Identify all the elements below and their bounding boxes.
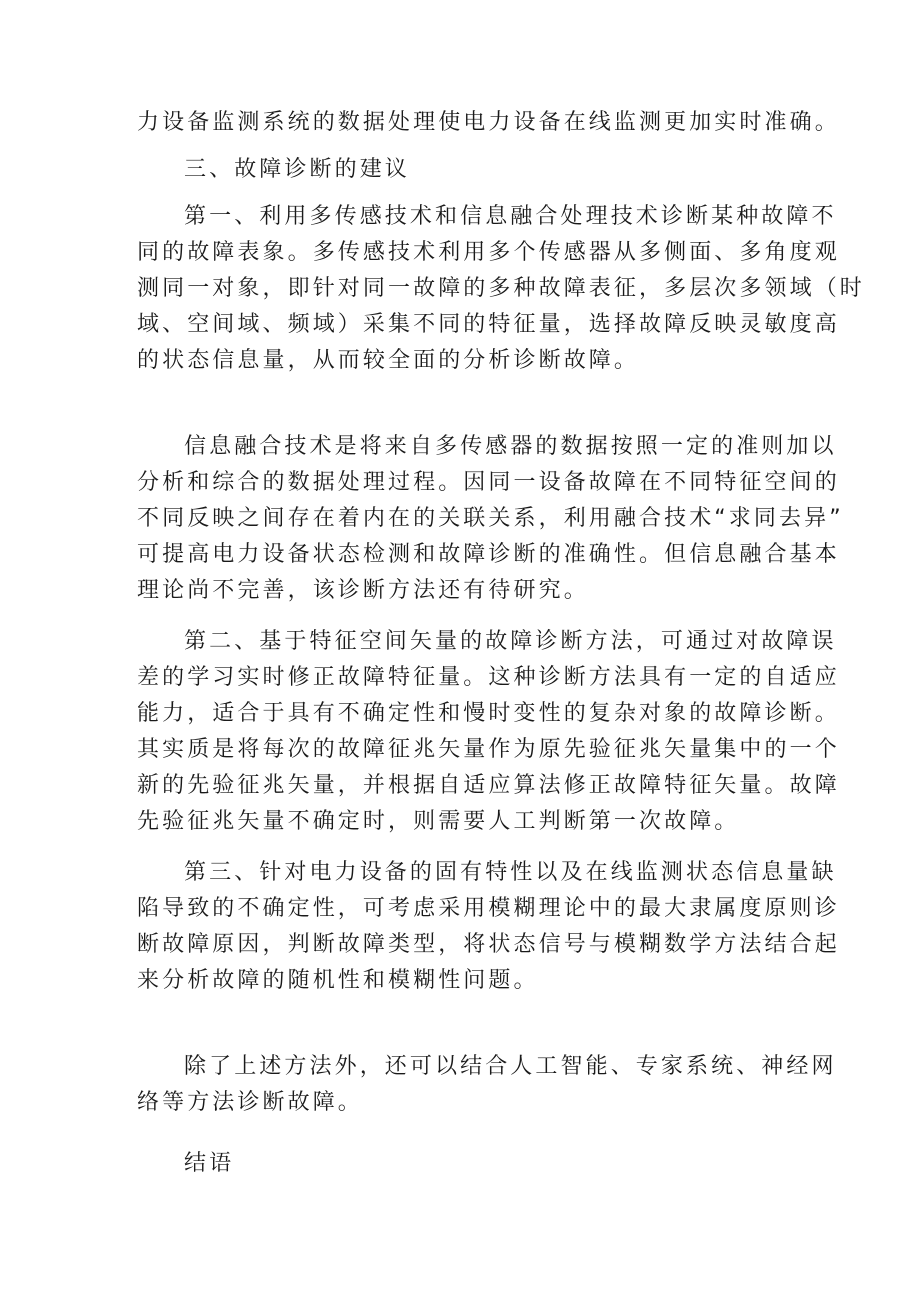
text-line: 陷导致的不确定性，可考虑采用模糊理论中的最大隶属度原则诊 [137, 896, 840, 921]
text-line: 同的故障表象。多传感技术利用多个传感器从多侧面、多角度观 [137, 240, 840, 265]
paragraph-3 [137, 624, 840, 840]
text-line: 第三、针对电力设备的固有特性以及在线监测状态信息量缺 [184, 860, 837, 885]
text-line: 不同反映之间存在着内在的关联关系，利用融合技术“求同去异” [137, 506, 844, 531]
text-line: 第二、基于特征空间矢量的故障诊断方法，可通过对故障误 [184, 629, 837, 654]
section-title: 结语 [184, 1151, 235, 1176]
text-line: 域、空间域、频域）采集不同的特征量，选择故障反映灵敏度高 [137, 312, 840, 337]
paragraph-1 [137, 199, 865, 379]
text-line: 来分析故障的随机性和模糊性问题。 [137, 968, 539, 993]
text-line: 断故障原因，判断故障类型，将状态信号与模糊数学方法结合起 [137, 932, 840, 957]
text-line: 可提高电力设备状态检测和故障诊断的准确性。但信息融合基本 [137, 542, 840, 567]
text-line: 信息融合技术是将来自多传感器的数据按照一定的准则加以 [184, 434, 837, 459]
paragraph-5 [137, 1049, 837, 1121]
text-line: 其实质是将每次的故障征兆矢量作为原先验征兆矢量集中的一个 [137, 737, 840, 762]
text-line: 除了上述方法外，还可以结合人工智能、专家系统、神经网 [184, 1054, 837, 1079]
text-line: 的状态信息量，从而较全面的分析诊断故障。 [137, 348, 640, 373]
text-line: 能力，适合于具有不确定性和慢时变性的复杂对象的故障诊断。 [137, 701, 840, 726]
text-line: 差的学习实时修正故障特征量。这种诊断方法具有一定的自适应 [137, 665, 840, 690]
text-line: 新的先验征兆矢量，并根据自适应算法修正故障特征矢量。故障 [137, 773, 840, 798]
section-title: 三、故障诊断的建议 [184, 157, 410, 182]
paragraph-4 [137, 855, 840, 999]
text-line: 分析和综合的数据处理过程。因同一设备故障在不同特征空间的 [137, 470, 840, 495]
text-line: 先验征兆矢量不确定时，则需要人工判断第一次故障。 [137, 809, 740, 834]
text-line: 测同一对象，即针对同一故障的多种故障表征，多层次多领域（时 [137, 276, 865, 301]
text-line: 第一、利用多传感技术和信息融合处理技术诊断某种故障不 [184, 204, 837, 229]
conclusion-heading [137, 1146, 787, 1182]
section-heading [137, 152, 787, 188]
text-line: 力设备监测系统的数据处理使电力设备在线监测更加实时准确。 [137, 110, 840, 135]
text-line: 理论尚不完善，该诊断方法还有待研究。 [137, 578, 589, 603]
text-line: 络等方法诊断故障。 [137, 1090, 363, 1115]
paragraph-2 [137, 429, 844, 609]
continuation-line [137, 105, 840, 141]
